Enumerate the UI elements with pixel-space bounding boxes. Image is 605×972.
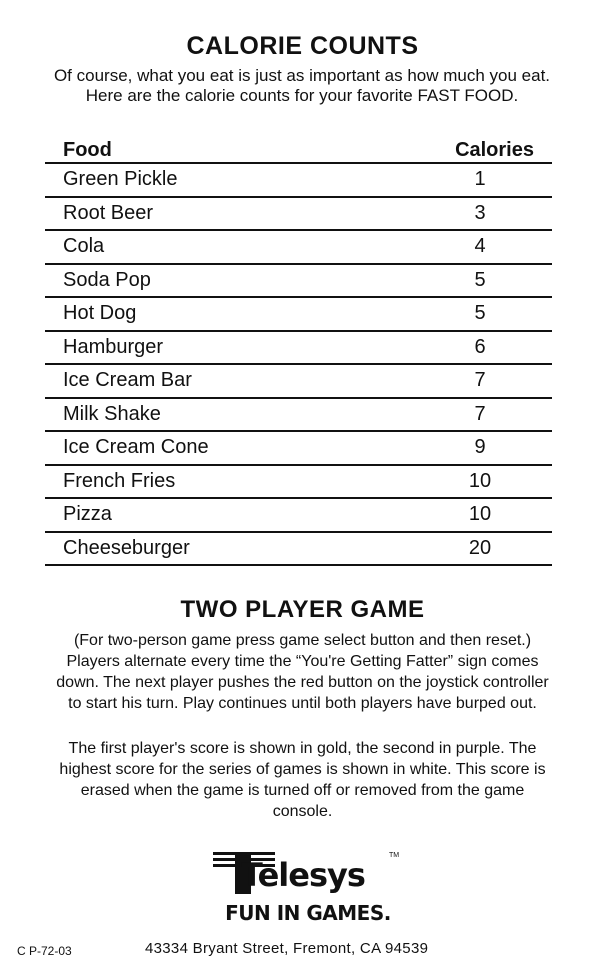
- slogan: FUN IN GAMES.: [225, 901, 391, 925]
- telesys-wordmark: Telesys: [241, 856, 365, 894]
- calories-cell: 20: [468, 536, 492, 559]
- company-address: 43334 Bryant Street, Fremont, CA 94539: [145, 940, 429, 957]
- calories-cell: 3: [474, 201, 486, 224]
- food-cell: Hamburger: [63, 335, 164, 358]
- food-cell: Milk Shake: [63, 402, 161, 425]
- food-cell: Soda Pop: [63, 268, 151, 291]
- table-row: [45, 365, 552, 399]
- table-row: [45, 533, 552, 567]
- food-cell: Ice Cream Cone: [63, 436, 209, 459]
- table-row: [45, 198, 552, 232]
- calories-cell: 9: [474, 436, 486, 459]
- calories-cell: 5: [474, 268, 486, 291]
- food-cell: Ice Cream Bar: [63, 369, 192, 392]
- two-player-paragraph-2: The first player's score is shown in gold, the second in purple. The highest score for the series of games is shown in white. This score is erased when the game is turned off or removed from the game console.: [59, 740, 546, 820]
- calories-column-header: Calories: [455, 139, 534, 161]
- food-cell: Hot Dog: [63, 302, 137, 325]
- food-cell: Cola: [63, 235, 105, 258]
- table-row: [45, 164, 552, 198]
- trademark-symbol: TM: [389, 852, 400, 859]
- food-cell: Green Pickle: [63, 168, 178, 191]
- calories-cell: 7: [474, 369, 486, 392]
- table-header: [45, 132, 552, 164]
- calories-cell: 1: [474, 168, 486, 191]
- calorie-intro-text: Of course, what you eat is just as important as how much you eat. Here are the calorie counts for your favorite FAST FOOD.: [53, 66, 551, 105]
- table-row: [45, 231, 552, 265]
- table-row: [45, 298, 552, 332]
- table-row: [45, 399, 552, 433]
- food-column-header: Food: [63, 139, 112, 161]
- two-player-title: TWO PLAYER GAME: [180, 596, 425, 623]
- calorie-counts-title: CALORIE COUNTS: [186, 32, 419, 60]
- calories-cell: 6: [474, 335, 486, 358]
- food-cell: Cheeseburger: [63, 536, 190, 559]
- food-cell: Root Beer: [63, 201, 154, 224]
- table-row: [45, 265, 552, 299]
- table-body: [45, 164, 552, 566]
- calories-cell: 10: [468, 503, 492, 526]
- table-row: [45, 499, 552, 533]
- calories-cell: 4: [474, 235, 486, 258]
- telesys-logo: [203, 848, 413, 932]
- table-row: [45, 332, 552, 366]
- food-cell: Pizza: [63, 503, 112, 526]
- calories-cell: 7: [474, 402, 486, 425]
- table-row: [45, 466, 552, 500]
- two-player-paragraph-1: (For two-person game press game select button and then reset.) Players alternate every time the “You're Getting Fatter” sign comes down. The next player pushes the red button on the joystick controller to start his turn. Play continues until both players have burped out.: [56, 632, 549, 712]
- calorie-table: [45, 132, 552, 566]
- calories-cell: 10: [468, 469, 492, 492]
- product-code: C P-72-03: [17, 944, 72, 958]
- table-row: [45, 432, 552, 466]
- food-cell: French Fries: [63, 469, 176, 492]
- calories-cell: 5: [474, 302, 486, 325]
